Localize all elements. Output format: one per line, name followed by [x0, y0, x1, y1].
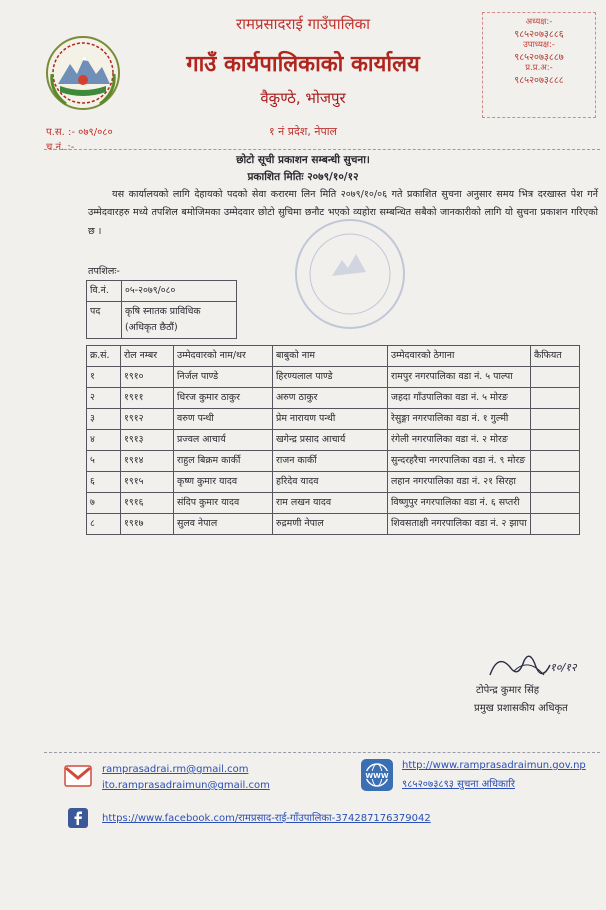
cell-sn: २ [87, 388, 121, 409]
cell-remark [531, 514, 580, 535]
cell-name: धिरज कुमार ठाकुर [174, 388, 273, 409]
gmail-icon [64, 764, 92, 788]
contact-number-chair: ९८५२०७३८८६ [514, 28, 564, 40]
table-row [87, 451, 580, 472]
cell-name: वरुण पन्थी [174, 409, 273, 430]
notice-body-text: यस कार्यालयको लागि देहायको पदको सेवा करारमा लिन मिति २०७९/१०/०६ गते प्रकाशित सुचना अनुसार समय भित्र दरखास्त पेश गर्ने उम्मेदवारहरु मध्ये तपशिल बमोजिमका उम्मेदवार छोटो सुचिमा छनौट भएको व्यहोरा सम्बन्धित सबैको जानकारीको लागि यो सुचना प्रकाशन गरिएको छ । [88, 189, 598, 237]
cell-remark [531, 367, 580, 388]
cell-father: हरिदेव यादव [273, 472, 388, 493]
cell-roll: १९१७ [121, 514, 174, 535]
cell-father: अरुण ठाकुर [273, 388, 388, 409]
cell-remark [531, 493, 580, 514]
col-header-father: बाबुको नाम [273, 346, 388, 367]
cell-sn: १ [87, 367, 121, 388]
cell-roll: १९१२ [121, 409, 174, 430]
table-row [87, 514, 580, 535]
cell-remark [531, 409, 580, 430]
contact-label-cao: प्र.प्र.अ:- [525, 63, 553, 74]
cell-address: रामपुर नगरपालिका वडा नं. ५ पाल्पा [388, 367, 531, 388]
post-info-row [87, 281, 237, 302]
notice-title: छोटो सूची प्रकाशन सम्बन्धी सुचना। [236, 154, 370, 166]
cell-name: संदिप कुमार यादव [174, 493, 273, 514]
facebook-link[interactable]: https://www.facebook.com/रामप्रसाद-राई-गाँउपालिका-374287176379042 [102, 813, 431, 824]
table-row [87, 388, 580, 409]
header-office-name: गाउँ कार्यपालिकाको कार्यालय [186, 52, 420, 77]
cell-sn: ४ [87, 430, 121, 451]
cell-father: राजन कार्की [273, 451, 388, 472]
cell-name: राहुल बिक्रम कार्की [174, 451, 273, 472]
cell-father: राम लखन यादव [273, 493, 388, 514]
svg-text:WWW: WWW [365, 772, 389, 780]
cell-name: कृष्ण कुमार यादव [174, 472, 273, 493]
cell-sn: ७ [87, 493, 121, 514]
cell-father: रुद्रमणी नेपाल [273, 514, 388, 535]
contact-label-chair: अध्यक्ष:- [525, 17, 553, 27]
col-header-roll: रोल नम्बर [121, 346, 174, 367]
cell-roll: १९१३ [121, 430, 174, 451]
notice-body [88, 186, 598, 241]
cell-address: जहदा गाँउपालिका वडा नं. ५ मोरङ [388, 388, 531, 409]
shortlist-table [86, 345, 580, 535]
signatory-title: प्रमुख प्रशासकीय अधिकृत [474, 703, 568, 714]
cell-roll: १९११ [121, 388, 174, 409]
header-municipality-name: रामप्रसादराई गाउँपालिका [235, 15, 371, 33]
cell-father: खगेन्द्र प्रसाद आचार्य [273, 430, 388, 451]
post-info-table [86, 280, 237, 339]
dispatch-number: च.नं. :- [46, 142, 75, 153]
table-row [87, 493, 580, 514]
footer-divider [44, 752, 600, 753]
cell-address: सुन्दरहरैचा नगरपालिका वडा नं. ९ मोरङ [388, 451, 531, 472]
post-label: पद [87, 302, 122, 339]
table-row [87, 430, 580, 451]
col-header-address: उम्मेदवारको ठेगाना [388, 346, 531, 367]
cell-sn: ३ [87, 409, 121, 430]
cell-roll: १९१५ [121, 472, 174, 493]
contact-box [482, 12, 596, 118]
table-row [87, 472, 580, 493]
website-link[interactable]: http://www.ramprasadraimun.gov.np [402, 760, 586, 771]
cell-roll: १९१० [121, 367, 174, 388]
signatory-name: टोपेन्द्र कुमार सिंह [476, 685, 540, 696]
advert-no-value: ०५-२०७९/०८० [122, 281, 237, 302]
handwritten-signature-icon [484, 645, 584, 685]
cell-address: रेसुङ्गा नगरपालिका वडा नं. १ गुल्मी [388, 409, 531, 430]
cell-father: हिरण्यलाल पाण्डे [273, 367, 388, 388]
contact-number-vice-chair: ९८५२०७३८८७ [514, 51, 564, 63]
email-link-primary[interactable]: ramprasadrai.rm@gmail.com [102, 764, 249, 775]
cell-father: प्रेम नारायण पन्थी [273, 409, 388, 430]
table-row [87, 367, 580, 388]
notice-date: प्रकाशित मितिः २०७९/१०/१२ [247, 171, 359, 183]
cell-remark [531, 472, 580, 493]
advert-no-label: वि.नं. [87, 281, 122, 302]
details-label: तपशिलः- [88, 266, 120, 277]
signature-date: १०/१२ [550, 661, 577, 674]
post-value: कृषि स्नातक प्राविधिक (अधिकृत छैठौं) [122, 302, 237, 339]
cell-roll: १९१४ [121, 451, 174, 472]
www-globe-icon [360, 758, 394, 792]
reference-number: प.स. :- ०७९/०८० [46, 127, 113, 138]
col-header-sn: क्र.सं. [87, 346, 121, 367]
cell-remark [531, 388, 580, 409]
header-divider [44, 149, 600, 150]
email-link-it[interactable]: ito.ramprasadraimun@gmail.com [102, 780, 270, 791]
cell-address: लहान नगरपालिका वडा नं. २१ सिरहा [388, 472, 531, 493]
cell-sn: ६ [87, 472, 121, 493]
table-header-row [87, 346, 580, 367]
cell-name: निर्जल पाण्डे [174, 367, 273, 388]
cell-address: शिवसताक्षी नगरपालिका वडा नं. २ झापा [388, 514, 531, 535]
header-location: वैकुण्ठे, भोजपुर [260, 89, 346, 107]
post-info-row [87, 302, 237, 339]
cell-address: विष्णुपुर नगरपालिका वडा नं. ६ सप्तरी [388, 493, 531, 514]
header-province: १ नं प्रदेश, नेपाल [268, 125, 338, 138]
contact-number-cao: ९८५२०७३८८८ [514, 74, 564, 86]
facebook-icon [68, 808, 88, 828]
cell-remark [531, 430, 580, 451]
cell-name: सुलव नेपाल [174, 514, 273, 535]
cell-name: प्रज्वल आचार्य [174, 430, 273, 451]
cell-sn: ८ [87, 514, 121, 535]
cell-sn: ५ [87, 451, 121, 472]
contact-label-vice-chair: उपाध्यक्ष:- [523, 40, 555, 51]
cell-address: रंगेली नगरपालिका वडा नं. २ मोरङ [388, 430, 531, 451]
col-header-name: उम्मेदवारको नाम/थर [174, 346, 273, 367]
cell-roll: १९१६ [121, 493, 174, 514]
cell-remark [531, 451, 580, 472]
info-officer-phone[interactable]: ९८५२०७३८९३ सुचना अधिकारि [402, 779, 515, 790]
col-header-remark: कैफियत [531, 346, 580, 367]
table-row [87, 409, 580, 430]
